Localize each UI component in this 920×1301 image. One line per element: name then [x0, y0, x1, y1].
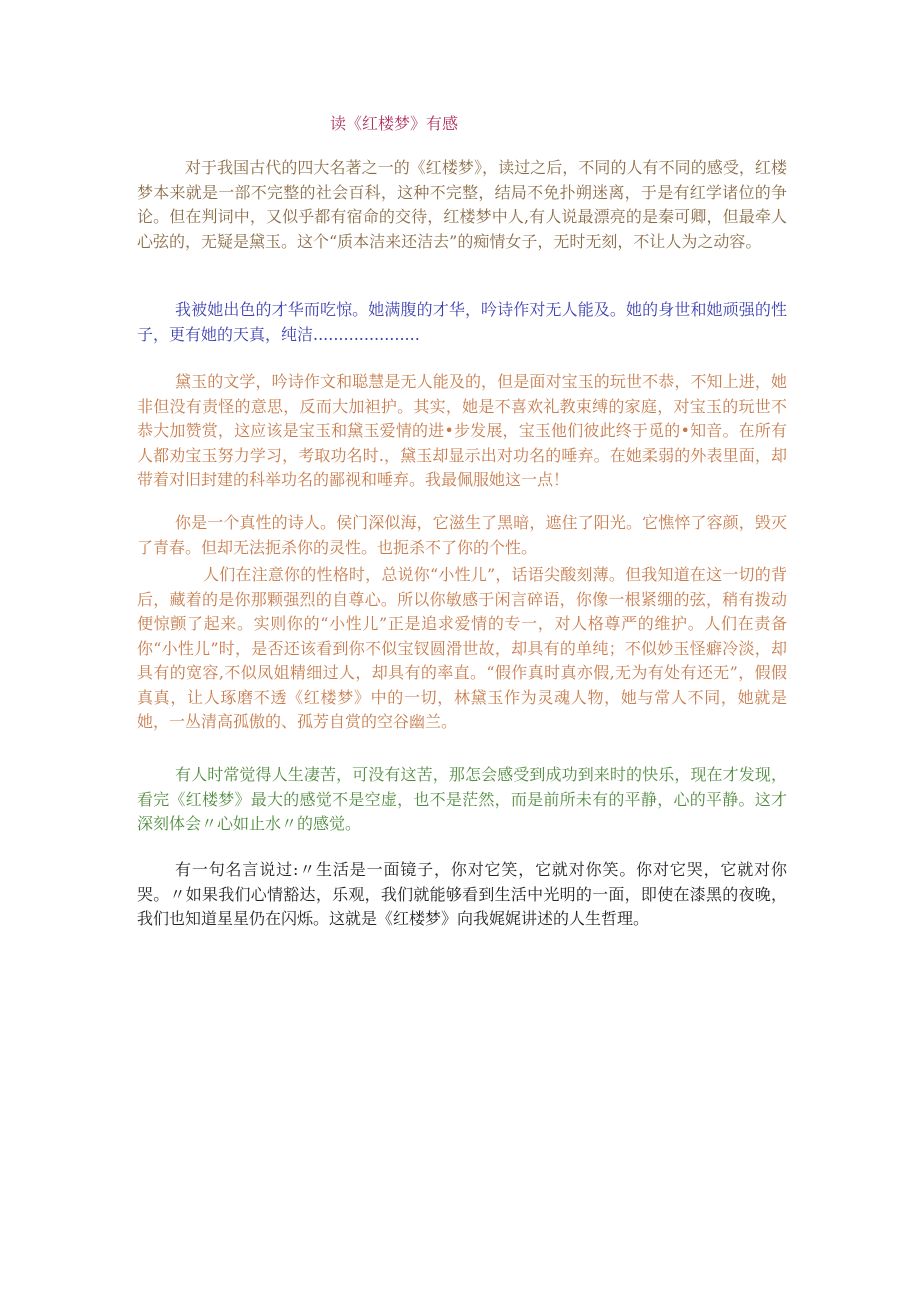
- paragraph-daiyu-literature: 黛玉的文学，吟诗作文和聪慧是无人能及的，但是面对宝玉的玩世不恭，不知上进，她非但没有责怪的意思，反而大加袒护。其实，她是不喜欢礼教束缚的家庭，对宝玉的玩世不恭大加赞赏，这应该是宝玉和黛玉爱情的进•步发展，宝玉他们彼此终于觅的•知音。在所有人都劝宝玉努力学习，考取功名时.，黛玉却显示出对功名的唾弃。在她柔弱的外表里面，却带着对旧封建的科举功名的鄙视和唾弃。我最佩服她这一点！: [137, 372, 787, 489]
- paragraph-personality: 人们在注意你的性格时，总说你“小性儿”，话语尖酸刻薄。但我知道在这一切的背后，藏着的是你那颗强烈的自尊心。所以你敏感于闲言碎语，你像一根紧绷的弦，稍有拨动便惊颤了起来。实则你的“小性儿”正是追求爱情的专一，对人格尊严的维护。人们在责备你“小性儿”时，是否还该看到你不似宝钗圆滑世故，却具有的单纯；不似妙玉怪癖冷淡，却具有的宽容,不似凤姐精细过人，却具有的率直。“假作真时真亦假,无为有处有还无”，假假真真，让人琢磨不透《红楼梦》中的一切，林黛玉作为灵魂人物，她与常人不同，她就是她，一丛清高孤傲的、孤芳自赏的空谷幽兰。: [137, 565, 787, 731]
- paragraph-calm: 有人时常觉得人生凄苦，可没有这苦，那怎会感受到成功到来时的快乐，现在才发现，看完《红楼梦》最大的感觉不是空虚，也不是茫然，而是前所未有的平静，心的平静。这才深刻体会〃心如止水〃的感觉。: [137, 765, 787, 833]
- paragraph-conclusion: 有一句名言说过:〃生活是一面镜子，你对它笑，它就对你笑。你对它哭，它就对你哭。〃如果我们心情豁达，乐观，我们就能够看到生活中光明的一面，即使在漆黑的夜晚，我们也知道星星仍在闪烁。这就是《红楼梦》向我娓娓讲述的人生哲理。: [137, 860, 787, 928]
- document-title: 读《红楼梦》有感: [330, 114, 459, 133]
- paragraph-talent: 我被她出色的才华而吃惊。她满腹的才华，吟诗作对无人能及。她的身世和她顽强的性子，更有她的天真，纯洁.....................: [137, 300, 787, 344]
- paragraph-intro: 对于我国古代的四大名著之一的《红楼梦》，读过之后，不同的人有不同的感受，红楼梦本来就是一部不完整的社会百科，这种不完整，结局不免扑朔迷离，于是有红学诸位的争论。但在判词中，又似乎都有宿命的交待，红楼梦中人,有人说最漂亮的是秦可卿，但最牵人心弦的，无疑是黛玉。这个“质本洁来还洁去”的痴情女子，无时无刻，不让人为之动容。: [137, 158, 787, 251]
- paragraph-true-poet: 你是一个真性的诗人。侯门深似海，它滋生了黑暗，遮住了阳光。它憔悴了容颜，毁灭了青春。但却无法扼杀你的灵性。也扼杀不了你的个性。: [137, 513, 787, 557]
